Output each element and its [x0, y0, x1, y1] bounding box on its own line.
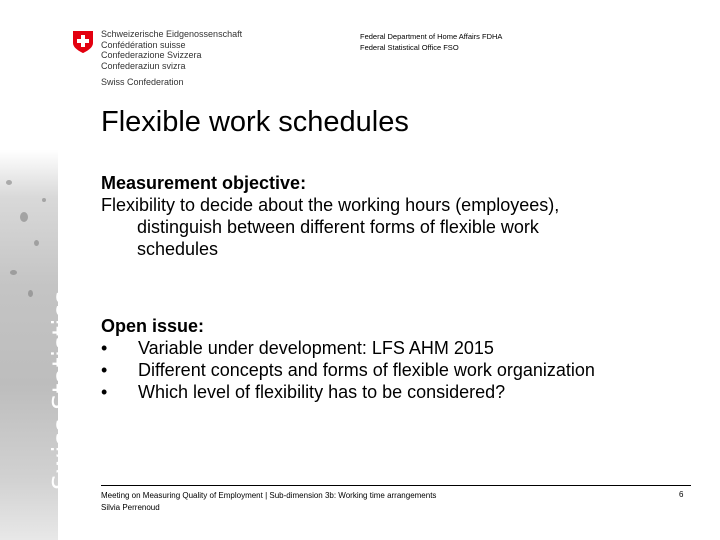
- confederation-line: Confédération suisse: [101, 39, 186, 50]
- confederation-line: Confederaziun svizra: [101, 60, 186, 71]
- bullet: •: [101, 360, 108, 380]
- objective-text: distinguish between different forms of flexible work: [137, 217, 539, 237]
- objective-text: Flexibility to decide about the working hours (employees),: [101, 195, 560, 215]
- swiss-flag-icon: [72, 30, 94, 54]
- bullet: •: [101, 338, 108, 358]
- confederation-english: Swiss Confederation: [101, 77, 184, 88]
- department-info: [360, 32, 502, 53]
- confederation-line: Schweizerische Eidgenossenschaft: [101, 29, 243, 39]
- sidebar-label: Swiss Statistics: [47, 290, 76, 490]
- footer-divider: [101, 485, 691, 486]
- open-issue-heading: Open issue:: [101, 316, 205, 336]
- list-item: [101, 381, 701, 403]
- confederation-line: Confederazione Svizzera: [101, 50, 202, 61]
- objective-text: schedules: [137, 239, 219, 259]
- list-item-text: Different concepts and forms of flexible work organization: [138, 360, 595, 380]
- slide-body: [101, 172, 701, 403]
- list-item-text: Variable under development: LFS AHM 2015: [138, 338, 494, 358]
- office-name: Federal Statistical Office FSO: [360, 42, 459, 52]
- footer: [101, 490, 436, 513]
- list-item: [101, 359, 701, 381]
- department-name: Federal Department of Home Affairs FDHA: [360, 32, 503, 41]
- footer-meeting: Meeting on Measuring Quality of Employment | Sub-dimension 3b: Working time arrangements: [101, 491, 437, 500]
- bullet: •: [101, 382, 108, 402]
- slide-title: Flexible work schedules: [101, 106, 409, 138]
- list-item-text: Which level of flexibility has to be considered?: [138, 382, 506, 402]
- objective-heading: Measurement objective:: [101, 173, 307, 193]
- list-item: [101, 337, 701, 359]
- footer-author: Silvia Perrenoud: [101, 502, 160, 512]
- page-number: 6: [679, 490, 684, 499]
- confederation-logo-text: [101, 29, 242, 88]
